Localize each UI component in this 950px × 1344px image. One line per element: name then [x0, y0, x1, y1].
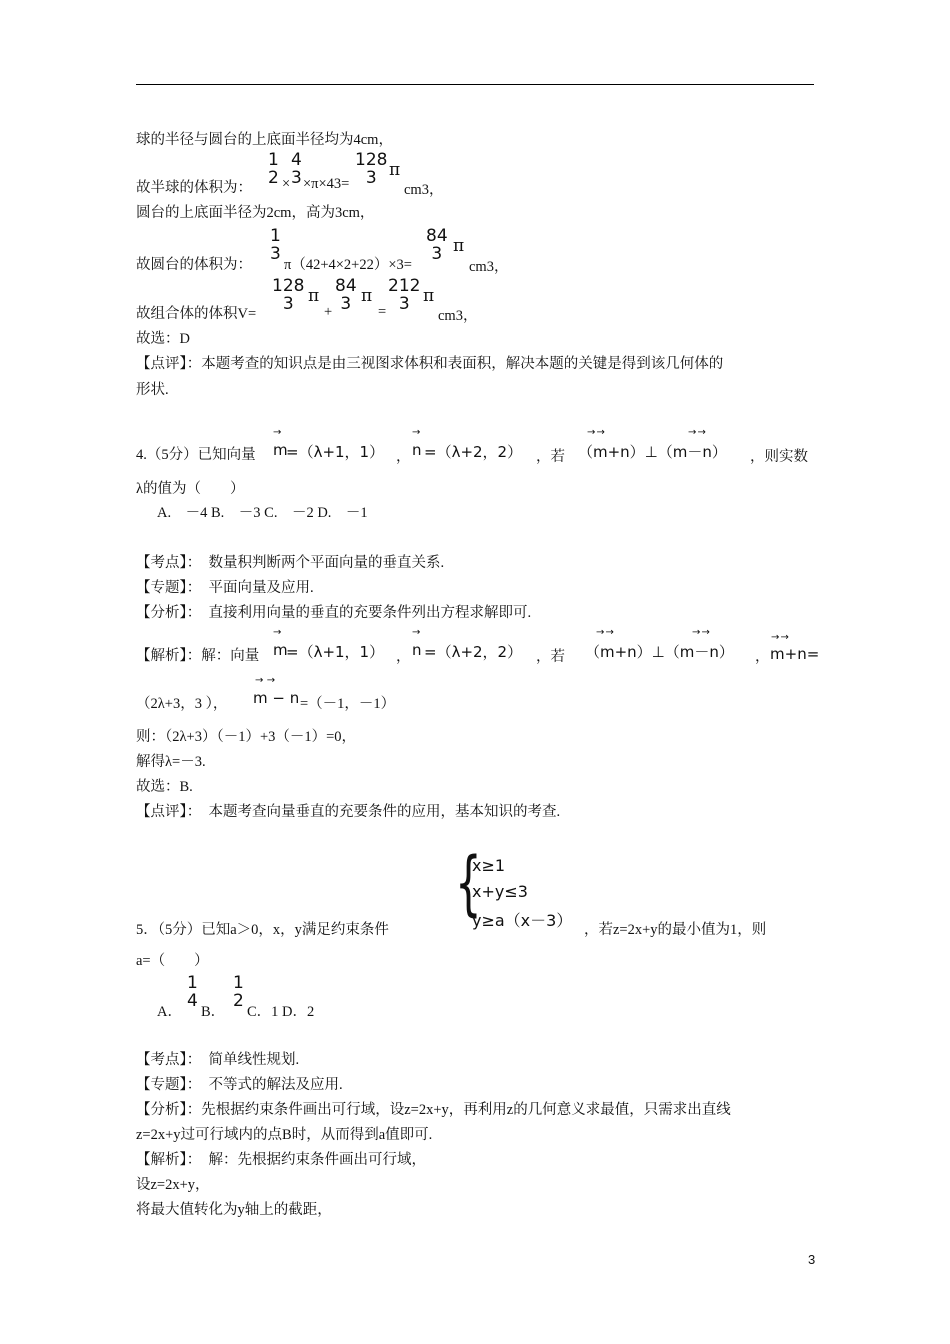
sum-value: （2λ+3，3 ），	[136, 696, 228, 712]
solution-choice: 故选：B.	[136, 779, 193, 795]
vector-arrow-icon: →	[273, 427, 281, 438]
fraction: 84 3	[426, 226, 448, 264]
text-line: 形状.	[136, 382, 169, 398]
zhuanti: 【专题】： 平面向量及应用.	[136, 580, 314, 596]
page-number: 3	[808, 1252, 816, 1267]
text-fragment: ，若	[536, 649, 565, 665]
vector-arrow-icon: →	[273, 627, 281, 638]
vector-arrow-icon: → →	[692, 627, 709, 638]
vector-arrow-icon: → →	[255, 675, 275, 686]
text-line: 故组合体的体积V=	[136, 306, 257, 322]
text-line: 球的半径与圆台的上底面半径均为4cm，	[136, 132, 393, 148]
fraction: 4 3	[291, 150, 302, 188]
constraint-2: x+y≤3	[472, 882, 528, 901]
header-rule	[136, 84, 814, 85]
solution-step: 设z=2x+y，	[136, 1177, 210, 1193]
option-cd: C．1 D．2	[247, 1004, 315, 1020]
text-fragment: π（42+4×2+22）×3=	[284, 257, 412, 273]
text-fragment: cm3，	[438, 308, 478, 324]
question-stem-cont: λ的值为（ ）	[136, 481, 245, 497]
fraction: 212 3	[388, 276, 421, 314]
fraction: 128 3	[355, 150, 388, 188]
question-stem-cont: a=（ ）	[136, 953, 209, 969]
vector-arrow-icon: → →	[587, 427, 604, 438]
text-line: 故半球的体积为：	[136, 180, 252, 196]
perpendicular-condition: （m+n）⊥（m－n）	[578, 443, 727, 461]
text-fragment: ，若	[536, 449, 565, 465]
vector-m: m	[273, 641, 288, 659]
vector-m: m	[273, 441, 288, 459]
text-line: 圆台的上底面半径为2cm，高为3cm，	[136, 205, 375, 221]
fraction: 1 2	[268, 150, 279, 188]
solution-step: 则：（2λ+3）（－1）+3（－1）=0，	[136, 729, 357, 745]
jiexi: 【解析】：解：向量	[136, 648, 260, 664]
vector-n-value: =（λ+2，2）	[424, 643, 523, 661]
question-stem: 5．（5分）已知a＞0，x，y满足约束条件	[136, 922, 389, 938]
separator: ，	[396, 449, 411, 465]
dianping: 【点评】： 本题考查向量垂直的充要条件的应用，基本知识的考查.	[136, 804, 561, 820]
vector-m-value: =（λ+1，1）	[286, 443, 385, 461]
option-a: A．	[157, 1004, 182, 1020]
text-line: 【点评】：本题考查的知识点是由三视图求体积和表面积，解决本题的关键是得到该几何体的	[136, 356, 724, 372]
pi-symbol: π	[361, 286, 373, 306]
constraint-3: y≥a（x－3）	[472, 911, 573, 930]
vector-arrow-icon: →	[412, 627, 420, 638]
jiexi: 【解析】： 解：先根据约束条件画出可行域，	[136, 1152, 426, 1168]
m-plus-n: m+n=	[770, 645, 820, 663]
brace-icon: {	[455, 842, 482, 924]
solution-step: 解得λ=－3.	[136, 754, 206, 770]
plus-sign: +	[324, 304, 333, 320]
pi-symbol: π	[308, 286, 320, 306]
text-line: 故选：D	[136, 331, 190, 347]
vector-n: n	[412, 641, 422, 659]
answer-options: A. －4 B. －3 C. －2 D. －1	[157, 505, 368, 521]
vector-arrow-icon: → →	[596, 627, 613, 638]
pi-symbol: π	[389, 160, 401, 180]
text-line: 故圆台的体积为：	[136, 257, 252, 273]
separator: ，	[755, 649, 770, 665]
text-fragment: ×π×43=	[303, 176, 350, 192]
times-sign: ×	[282, 176, 291, 192]
fraction: 1 4	[187, 973, 198, 1011]
constraint-1: x≥1	[472, 856, 506, 875]
vector-n-value: =（λ+2，2）	[424, 443, 523, 461]
text-fragment: cm3，	[469, 259, 509, 275]
m-minus-n: m − n	[253, 689, 300, 707]
kaodian: 【考点】： 数量积判断两个平面向量的垂直关系.	[136, 555, 445, 571]
fraction: 84 3	[335, 276, 357, 314]
equals-sign: =	[378, 304, 387, 320]
text-fragment: cm3，	[404, 182, 444, 198]
fenxi: 【分析】： 直接利用向量的垂直的充要条件列出方程求解即可.	[136, 605, 532, 621]
pi-symbol: π	[423, 286, 435, 306]
fenxi-cont: z=2x+y过可行域内的点B时，从而得到a值即可.	[136, 1127, 433, 1143]
question-stem: 4.（5分）已知向量	[136, 447, 256, 463]
diff-value: =（－1，－1）	[300, 696, 396, 712]
option-b: B．	[201, 1004, 226, 1020]
fenxi: 【分析】：先根据约束条件画出可行域，设z=2x+y，再利用z的几何意义求最值，只需求出直线	[136, 1102, 731, 1118]
fraction: 1 2	[233, 973, 244, 1011]
zhuanti: 【专题】： 不等式的解法及应用.	[136, 1077, 343, 1093]
solution-step: 将最大值转化为y轴上的截距，	[136, 1202, 332, 1218]
fraction: 128 3	[272, 276, 305, 314]
separator: ，	[396, 649, 411, 665]
pi-symbol: π	[453, 236, 465, 256]
text-fragment: ，则实数	[750, 449, 808, 465]
kaodian: 【考点】： 简单线性规划.	[136, 1052, 300, 1068]
vector-arrow-icon: → →	[771, 632, 788, 643]
vector-m-value: =（λ+1，1）	[286, 643, 385, 661]
perpendicular-condition: （m+n）⊥（m－n）	[585, 643, 734, 661]
vector-n: n	[412, 441, 422, 459]
vector-arrow-icon: →	[412, 427, 420, 438]
question-stem-end: ，若z=2x+y的最小值为1，则	[584, 922, 767, 938]
vector-arrow-icon: → →	[688, 427, 705, 438]
fraction: 1 3	[270, 226, 281, 264]
